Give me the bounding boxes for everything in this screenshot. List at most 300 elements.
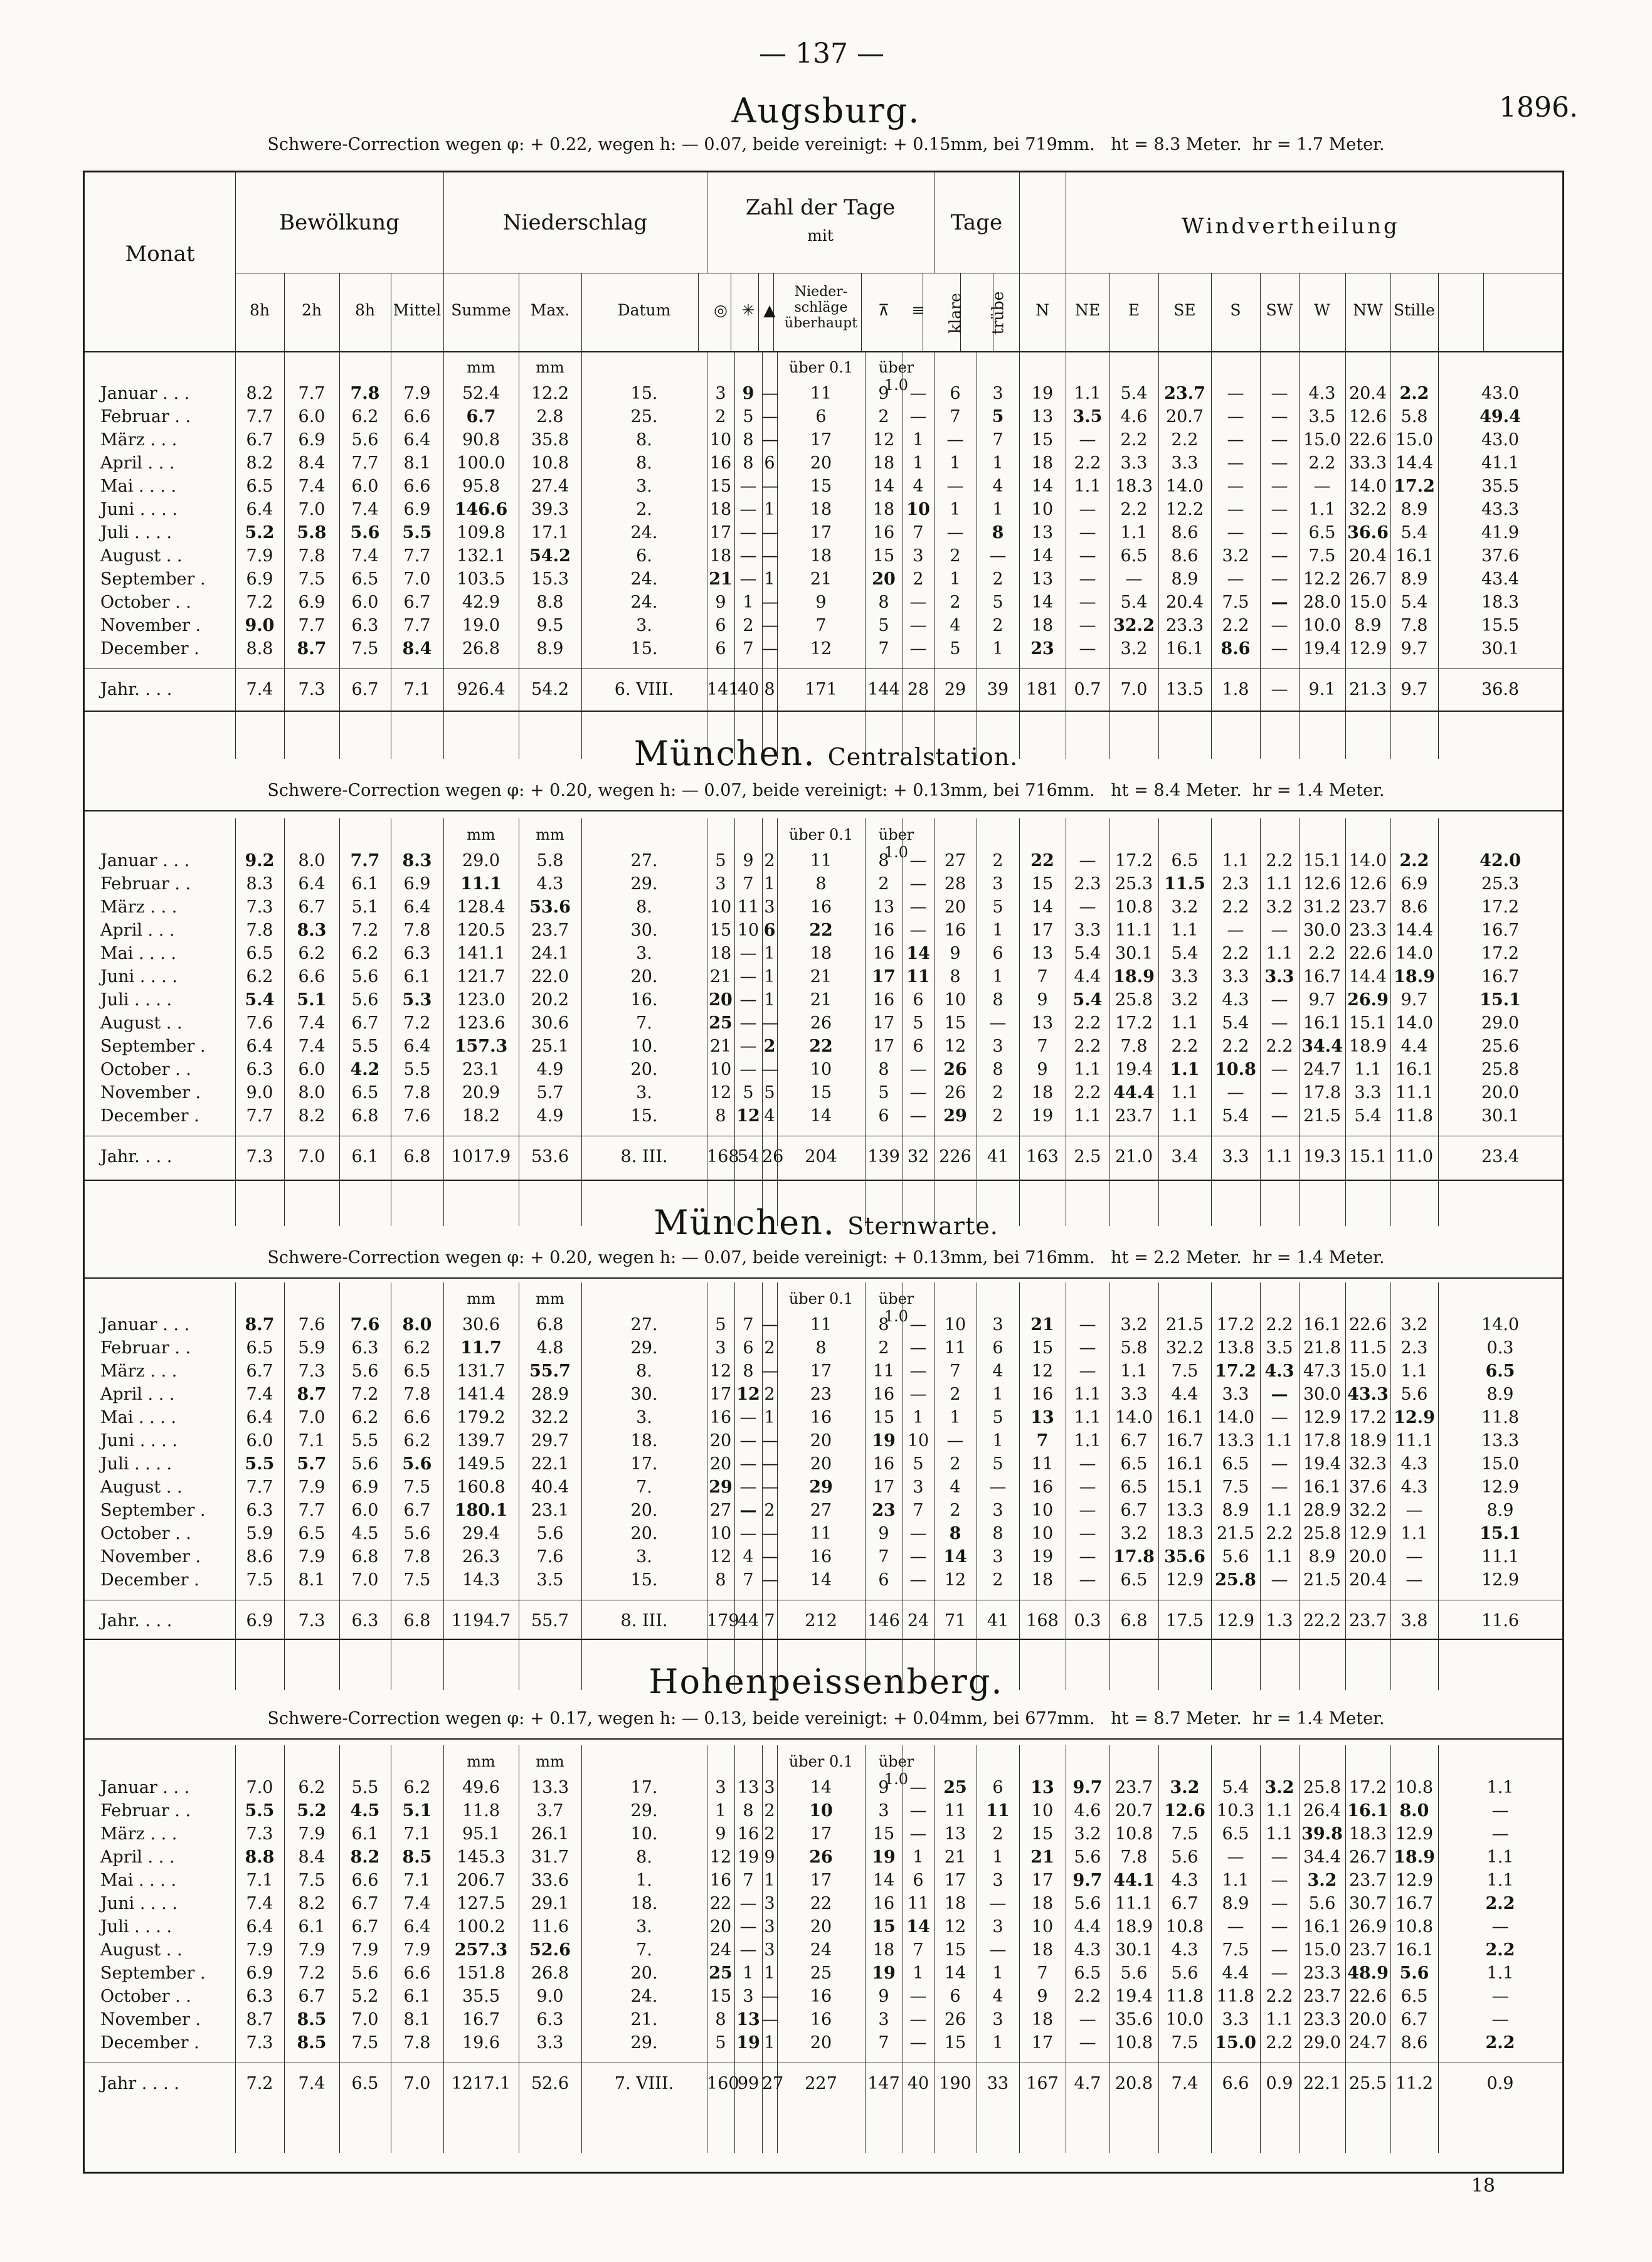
table-cell: 1 xyxy=(992,2033,1003,2053)
table-cell: 6.5 xyxy=(298,1524,326,1543)
table-cell: 1.1 xyxy=(1222,851,1249,870)
table-cell: 8.6 xyxy=(1220,639,1251,658)
table-cell: 15 xyxy=(709,1987,732,2006)
table-cell: 7 xyxy=(1037,1037,1048,1056)
month-label: December . xyxy=(100,1570,199,1590)
table-cell: 21.5 xyxy=(1165,1315,1204,1334)
table-cell: 40 xyxy=(737,680,760,699)
table-cell: 18.9 xyxy=(1394,1847,1435,1867)
table-cell: 17 xyxy=(810,1824,832,1844)
table-cell: 24. xyxy=(630,593,658,612)
table-row xyxy=(85,851,1562,872)
table-cell: 30.7 xyxy=(1348,1894,1387,1913)
table-cell: 11.6 xyxy=(1481,1611,1520,1630)
table-cell: 6.8 xyxy=(403,1611,431,1630)
table-cell: 5.4 xyxy=(1400,593,1428,612)
table-cell: 8.9 xyxy=(1222,1894,1249,1913)
table-cell: 1 xyxy=(764,1871,775,1890)
month-label: März . . . xyxy=(100,1824,177,1844)
table-cell: — xyxy=(1271,616,1288,635)
header-sub: Summe xyxy=(451,301,511,319)
table-cell: 1.1 xyxy=(1266,944,1293,963)
month-label: September . xyxy=(100,569,206,589)
table-cell: 25.6 xyxy=(1481,1037,1520,1056)
table-cell: 7.3 xyxy=(246,1824,273,1844)
table-cell: — xyxy=(909,407,927,426)
table-cell: 6.0 xyxy=(351,593,379,612)
table-cell: 6 xyxy=(992,944,1003,963)
table-cell: 3.3 xyxy=(1354,1083,1382,1102)
table-cell: 5.6 xyxy=(1308,1894,1336,1913)
table-cell: 18.2 xyxy=(462,1106,500,1126)
table-cell: 22.0 xyxy=(531,967,569,986)
header-sub: Stille xyxy=(1394,301,1435,319)
table-cell: 16 xyxy=(872,990,895,1010)
table-cell: — xyxy=(1079,616,1096,635)
table-cell: — xyxy=(1491,1824,1509,1844)
table-cell: — xyxy=(1079,1454,1096,1474)
table-cell: 20.8 xyxy=(1115,2074,1153,2093)
table-cell: 8.2 xyxy=(298,1106,326,1126)
table-cell: 12 xyxy=(709,1083,732,1102)
table-cell: — xyxy=(739,1940,757,1960)
table-cell: 6.6 xyxy=(403,1963,431,1983)
table-cell: 33.6 xyxy=(531,1871,569,1890)
table-cell: 10 xyxy=(906,500,930,519)
table-cell: 7.0 xyxy=(403,569,431,589)
table-cell: 1.1 xyxy=(1074,1106,1101,1126)
table-cell: 28.9 xyxy=(1303,1501,1342,1520)
table-cell: 14.0 xyxy=(1165,477,1204,496)
table-cell: 1.1 xyxy=(1171,1083,1199,1102)
table-cell: 5.6 xyxy=(351,1454,379,1474)
table-cell: 7.1 xyxy=(403,680,431,699)
table-cell: 15.1 xyxy=(1480,990,1521,1010)
table-cell: 23.7 xyxy=(1303,1987,1342,2006)
table-cell: 1.1 xyxy=(1171,1106,1199,1126)
month-label: Januar . . . xyxy=(100,1315,190,1334)
station-section xyxy=(85,1282,1562,1690)
table-cell: 3.2 xyxy=(1171,990,1199,1010)
table-cell: 3.2 xyxy=(1400,1315,1428,1334)
unit-label: mm xyxy=(536,1753,564,1770)
header-sub: Datum xyxy=(617,301,671,319)
table-cell: 3.3 xyxy=(1120,453,1148,473)
table-cell: — xyxy=(1271,990,1288,1010)
month-label: December . xyxy=(100,2033,199,2053)
table-cell: 16.1 xyxy=(1303,1917,1342,1937)
table-cell: 2.8 xyxy=(536,407,564,426)
table-cell: 16.1 xyxy=(1303,1315,1342,1334)
table-cell: — xyxy=(909,921,927,940)
unit-label: über 0.1 xyxy=(788,359,854,376)
table-cell: 29. xyxy=(630,2033,658,2053)
table-cell: 3 xyxy=(992,1501,1003,1520)
table-cell: 212 xyxy=(805,1611,837,1630)
table-cell: 5.5 xyxy=(245,1801,275,1821)
month-label: Mai . . . . xyxy=(100,477,177,496)
table-cell: 190 xyxy=(939,2074,972,2093)
year-row xyxy=(85,2074,1562,2095)
table-cell: 7.8 xyxy=(403,1385,431,1404)
table-cell: 20 xyxy=(810,453,832,473)
table-cell: 17 xyxy=(872,1037,895,1056)
table-cell: 16 xyxy=(810,1547,832,1567)
table-cell: — xyxy=(1271,477,1288,496)
table-row xyxy=(85,1408,1562,1429)
table-cell: 13 xyxy=(736,2010,760,2029)
table-cell: 1.3 xyxy=(1266,1611,1293,1630)
table-cell: 6.2 xyxy=(298,944,326,963)
table-cell: 16 xyxy=(872,523,895,542)
table-cell: 14.0 xyxy=(1395,1013,1434,1033)
table-cell: — xyxy=(1227,921,1244,940)
table-cell: — xyxy=(1079,593,1096,612)
table-cell: 1 xyxy=(992,639,1003,658)
station-separator xyxy=(85,810,1562,811)
table-cell: 6.2 xyxy=(351,944,379,963)
table-cell: 34.4 xyxy=(1303,1847,1342,1867)
table-cell: 17. xyxy=(630,1778,658,1797)
table-cell: 3 xyxy=(764,1894,775,1913)
table-cell: 7.5 xyxy=(351,639,379,658)
unit-label: mm xyxy=(536,1290,564,1308)
table-cell: 2 xyxy=(992,569,1003,589)
table-cell: 160 xyxy=(707,2074,739,2093)
unit-label: über 1.0 xyxy=(878,1290,914,1325)
header-wind: Windvertheilung xyxy=(1182,214,1400,239)
table-cell: 15.1 xyxy=(1480,1524,1521,1543)
table-cell: — xyxy=(1271,1408,1288,1427)
table-cell: 10 xyxy=(907,1431,929,1451)
table-cell: 16 xyxy=(737,1824,760,1844)
table-cell: 25.8 xyxy=(1115,990,1153,1010)
table-cell: 7.2 xyxy=(246,2074,273,2093)
table-cell: 21.5 xyxy=(1303,1570,1342,1590)
table-cell: 9.5 xyxy=(536,616,564,635)
table-cell: 8. III. xyxy=(620,1147,668,1166)
table-cell: 35.8 xyxy=(531,430,569,450)
table-cell: 1.1 xyxy=(1170,1060,1200,1079)
table-cell: 10.8 xyxy=(1115,897,1153,917)
table-cell: 18 xyxy=(1031,616,1054,635)
table-cell: 7.5 xyxy=(1308,546,1336,566)
month-label: Januar . . . xyxy=(100,851,190,870)
table-cell: 7. xyxy=(636,1013,652,1033)
table-cell: 1 xyxy=(764,967,775,986)
table-cell: 52.6 xyxy=(529,1940,571,1960)
table-cell: 17.2 xyxy=(1115,851,1153,870)
table-cell: 6.5 xyxy=(246,477,273,496)
table-cell: — xyxy=(909,1385,927,1404)
table-cell: 8.2 xyxy=(246,453,273,473)
table-cell: 1 xyxy=(992,1847,1003,1867)
table-cell: 16.1 xyxy=(1395,1940,1434,1960)
table-cell: 7.6 xyxy=(403,1106,431,1126)
table-cell: 6 xyxy=(913,990,924,1010)
table-cell: 5.6 xyxy=(1399,1963,1429,1983)
table-cell: 36.8 xyxy=(1481,680,1520,699)
table-cell: 3 xyxy=(992,1917,1003,1937)
table-cell: 4.7 xyxy=(1074,2074,1101,2093)
table-cell: 19 xyxy=(872,1431,896,1451)
table-cell: 6 xyxy=(913,1037,924,1056)
table-cell: 48.9 xyxy=(1347,1963,1389,1983)
table-cell: 9 xyxy=(742,384,755,403)
table-cell: — xyxy=(1079,523,1096,542)
table-cell: 7.7 xyxy=(350,851,380,870)
station-correction: Schwere-Correction wegen φ: + 0.20, wegen h: — 0.07, beide vereinigt: + 0.13mm, bei 716mm. ht = 2.2 Meter. hr = 1.4 Meter. xyxy=(267,1248,1385,1267)
table-cell: 8.3 xyxy=(402,851,432,870)
table-cell: 6.1 xyxy=(298,1917,326,1937)
table-cell: — xyxy=(1079,1547,1096,1567)
table-cell: 10.0 xyxy=(1303,616,1342,635)
table-cell: 17.8 xyxy=(1303,1083,1342,1102)
table-cell: 3.2 xyxy=(1170,1778,1200,1797)
table-cell: 53.6 xyxy=(531,1147,569,1166)
table-cell: 1.1 xyxy=(1266,1147,1293,1166)
table-cell: 9.2 xyxy=(245,851,275,870)
table-cell: 7.2 xyxy=(351,1385,379,1404)
table-cell: 2.2 xyxy=(1266,2033,1293,2053)
table-cell: 3 xyxy=(764,897,775,917)
table-cell: 10 xyxy=(1031,1917,1054,1937)
table-cell: — xyxy=(909,874,927,894)
table-cell: 132.1 xyxy=(457,546,506,566)
table-cell: — xyxy=(762,1013,779,1033)
table-cell: 5.2 xyxy=(351,1987,379,2006)
table-cell: — xyxy=(1491,2010,1509,2029)
table-cell: 8.9 xyxy=(1486,1501,1514,1520)
table-cell: 12 xyxy=(872,430,895,450)
table-cell: 17.2 xyxy=(1348,1778,1387,1797)
table-cell: 42.9 xyxy=(462,593,500,612)
table-cell: — xyxy=(909,1778,927,1797)
table-cell: 123.0 xyxy=(457,990,506,1010)
table-cell: 7.7 xyxy=(246,407,273,426)
table-cell: 11 xyxy=(906,967,930,986)
table-cell: 7 xyxy=(743,874,754,894)
table-cell: 4.3 xyxy=(1400,1454,1428,1474)
table-cell: — xyxy=(1271,1454,1288,1474)
table-cell: 16 xyxy=(944,921,966,940)
table-cell: 11 xyxy=(810,1524,832,1543)
table-cell: 54.2 xyxy=(529,546,571,566)
table-cell: 1.1 xyxy=(1486,1847,1514,1867)
table-cell: 13 xyxy=(1030,1408,1054,1427)
table-cell: — xyxy=(739,1060,757,1079)
table-cell: 15.0 xyxy=(1215,2033,1256,2053)
table-cell: 1.1 xyxy=(1074,1431,1101,1451)
table-cell: 6.3 xyxy=(403,944,431,963)
table-cell: 7 xyxy=(878,639,889,658)
table-cell: 31.2 xyxy=(1303,897,1342,917)
table-cell: 8 xyxy=(992,990,1003,1010)
table-cell: 2 xyxy=(992,1106,1003,1126)
unit-label: über 1.0 xyxy=(878,826,914,861)
table-cell: 23.7 xyxy=(531,921,569,940)
header-sub: SW xyxy=(1266,301,1293,319)
table-row xyxy=(85,1778,1562,1799)
table-cell: 20.4 xyxy=(1348,384,1387,403)
table-cell: 7.7 xyxy=(298,384,326,403)
month-label: Juni . . . . xyxy=(100,500,177,519)
table-row xyxy=(85,1106,1562,1128)
month-label: December . xyxy=(100,1106,199,1126)
month-label: Juli . . . . xyxy=(100,990,172,1010)
table-cell: 35.6 xyxy=(1115,2010,1153,2029)
table-cell: 26 xyxy=(809,1847,833,1867)
table-cell: 22.6 xyxy=(1348,430,1387,450)
table-cell: 7.4 xyxy=(351,500,379,519)
table-cell: 7.2 xyxy=(298,1963,326,1983)
table-cell: 10 xyxy=(1031,1501,1054,1520)
table-cell: 10 xyxy=(709,1524,732,1543)
month-label: Mai . . . . xyxy=(100,1408,177,1427)
table-cell: 23.7 xyxy=(1348,1611,1387,1630)
table-cell: — xyxy=(1079,430,1096,450)
table-cell: 6.8 xyxy=(1120,1611,1148,1630)
unit-label: über 1.0 xyxy=(878,1753,914,1788)
table-cell: 1.1 xyxy=(1266,2010,1293,2029)
table-cell: 7 xyxy=(913,1501,924,1520)
table-cell: 2. xyxy=(636,500,652,519)
table-cell: 13 xyxy=(872,897,895,917)
table-cell: 1 xyxy=(913,453,924,473)
table-cell: 4.4 xyxy=(1074,967,1101,986)
table-cell: 6 xyxy=(743,1338,754,1358)
table-cell: 8.7 xyxy=(297,1385,327,1404)
month-label: Mai . . . . xyxy=(100,1871,177,1890)
table-cell: 16.1 xyxy=(1395,546,1434,566)
table-cell: 1 xyxy=(992,500,1003,519)
month-label: November . xyxy=(100,2010,201,2029)
table-cell: 10 xyxy=(810,1060,832,1079)
month-label: December . xyxy=(100,639,199,658)
station-title: München. Sternwarte. xyxy=(654,1203,998,1242)
table-cell: 6.0 xyxy=(351,477,379,496)
table-cell: 18 xyxy=(1031,1894,1054,1913)
table-cell: 151.8 xyxy=(457,1963,506,1983)
table-cell: 6.5 xyxy=(403,1361,431,1381)
table-cell: — xyxy=(1227,407,1244,426)
table-row xyxy=(85,569,1562,591)
table-cell: 3.2 xyxy=(1120,1315,1148,1334)
table-cell: 17.2 xyxy=(1348,1408,1387,1427)
table-cell: 27. xyxy=(630,1315,658,1334)
table-cell: — xyxy=(1079,1361,1096,1381)
table-cell: — xyxy=(1271,1940,1288,1960)
table-cell: 6.5 xyxy=(1120,1454,1148,1474)
table-cell: 52.4 xyxy=(462,384,500,403)
table-cell: 4 xyxy=(743,1547,754,1567)
table-row xyxy=(85,1963,1562,1985)
table-cell: 17 xyxy=(944,1871,966,1890)
table-cell: 7 xyxy=(913,523,924,542)
table-cell: 2.2 xyxy=(1266,1987,1293,2006)
table-cell: 179 xyxy=(707,1611,739,1630)
table-cell: 3. xyxy=(636,477,652,496)
table-cell: 12.9 xyxy=(1348,639,1387,658)
table-cell: 7.5 xyxy=(1171,1824,1199,1844)
header-divider xyxy=(1438,273,1439,351)
table-cell: 6.5 xyxy=(1074,1963,1101,1983)
table-cell: 13.8 xyxy=(1216,1338,1255,1358)
table-cell: 22 xyxy=(810,1894,832,1913)
table-cell: 1 xyxy=(950,453,961,473)
table-cell: 16.7 xyxy=(462,2010,500,2029)
table-cell: 1.1 xyxy=(1171,921,1199,940)
table-cell: 1 xyxy=(913,1963,924,1983)
table-cell: — xyxy=(1227,500,1244,519)
table-cell: 1.1 xyxy=(1222,1871,1249,1890)
table-cell: 7.3 xyxy=(298,1361,326,1381)
table-cell: 6.7 xyxy=(466,407,496,426)
table-cell: 6.7 xyxy=(1120,1501,1148,1520)
table-cell: 4.4 xyxy=(1171,1385,1199,1404)
table-cell: 20 xyxy=(810,1917,832,1937)
table-cell: 6.6 xyxy=(298,967,326,986)
table-cell: 11.8 xyxy=(1216,1987,1255,2006)
table-cell: 167 xyxy=(1026,2074,1059,2093)
table-cell: — xyxy=(1079,569,1096,589)
table-cell: 1 xyxy=(743,593,754,612)
table-row xyxy=(85,1361,1562,1383)
table-cell: 7.8 xyxy=(246,921,273,940)
table-cell: — xyxy=(1271,639,1288,658)
table-cell: 8. III. xyxy=(620,1611,668,1630)
table-cell: 20.7 xyxy=(1165,407,1204,426)
table-cell: 5 xyxy=(878,616,889,635)
table-cell: 23.7 xyxy=(1348,897,1387,917)
table-cell: 29.0 xyxy=(462,851,500,870)
table-cell: 7. xyxy=(636,1940,652,1960)
table-cell: 8.9 xyxy=(1486,1385,1514,1404)
table-cell: 14 xyxy=(810,1778,832,1797)
table-cell: 5.1 xyxy=(351,897,379,917)
table-cell: 8.5 xyxy=(402,1847,432,1867)
table-cell: — xyxy=(1271,407,1288,426)
table-cell: 26 xyxy=(762,1147,784,1166)
table-cell: 11.2 xyxy=(1395,2074,1434,2093)
table-cell: — xyxy=(1227,453,1244,473)
table-cell: 8 xyxy=(992,1524,1003,1543)
table-cell: 11.5 xyxy=(1164,874,1205,894)
table-cell: — xyxy=(946,430,964,450)
month-label: November . xyxy=(100,616,201,635)
table-cell: 28 xyxy=(944,874,966,894)
table-cell: 10.0 xyxy=(1165,2010,1204,2029)
table-cell: — xyxy=(989,1013,1007,1033)
table-cell: 15 xyxy=(872,546,895,566)
table-cell: 6.9 xyxy=(298,430,326,450)
table-cell: 9 xyxy=(878,384,889,403)
table-cell: — xyxy=(762,1524,779,1543)
table-cell: 7.9 xyxy=(298,1477,326,1497)
table-cell: 1 xyxy=(992,967,1003,986)
table-cell: 23.3 xyxy=(1348,921,1387,940)
table-cell: 19 xyxy=(1031,1547,1054,1567)
table-cell: 8.3 xyxy=(246,874,273,894)
table-cell: 20 xyxy=(709,1431,732,1451)
table-cell: 27 xyxy=(762,2074,784,2093)
table-cell: 37.6 xyxy=(1348,1477,1387,1497)
table-cell: 1.1 xyxy=(1171,1013,1199,1033)
table-cell: 17.2 xyxy=(1216,1315,1255,1334)
table-cell: 26.9 xyxy=(1347,990,1389,1010)
table-cell: 6.7 xyxy=(351,680,379,699)
table-cell: 8.9 xyxy=(1400,569,1428,589)
